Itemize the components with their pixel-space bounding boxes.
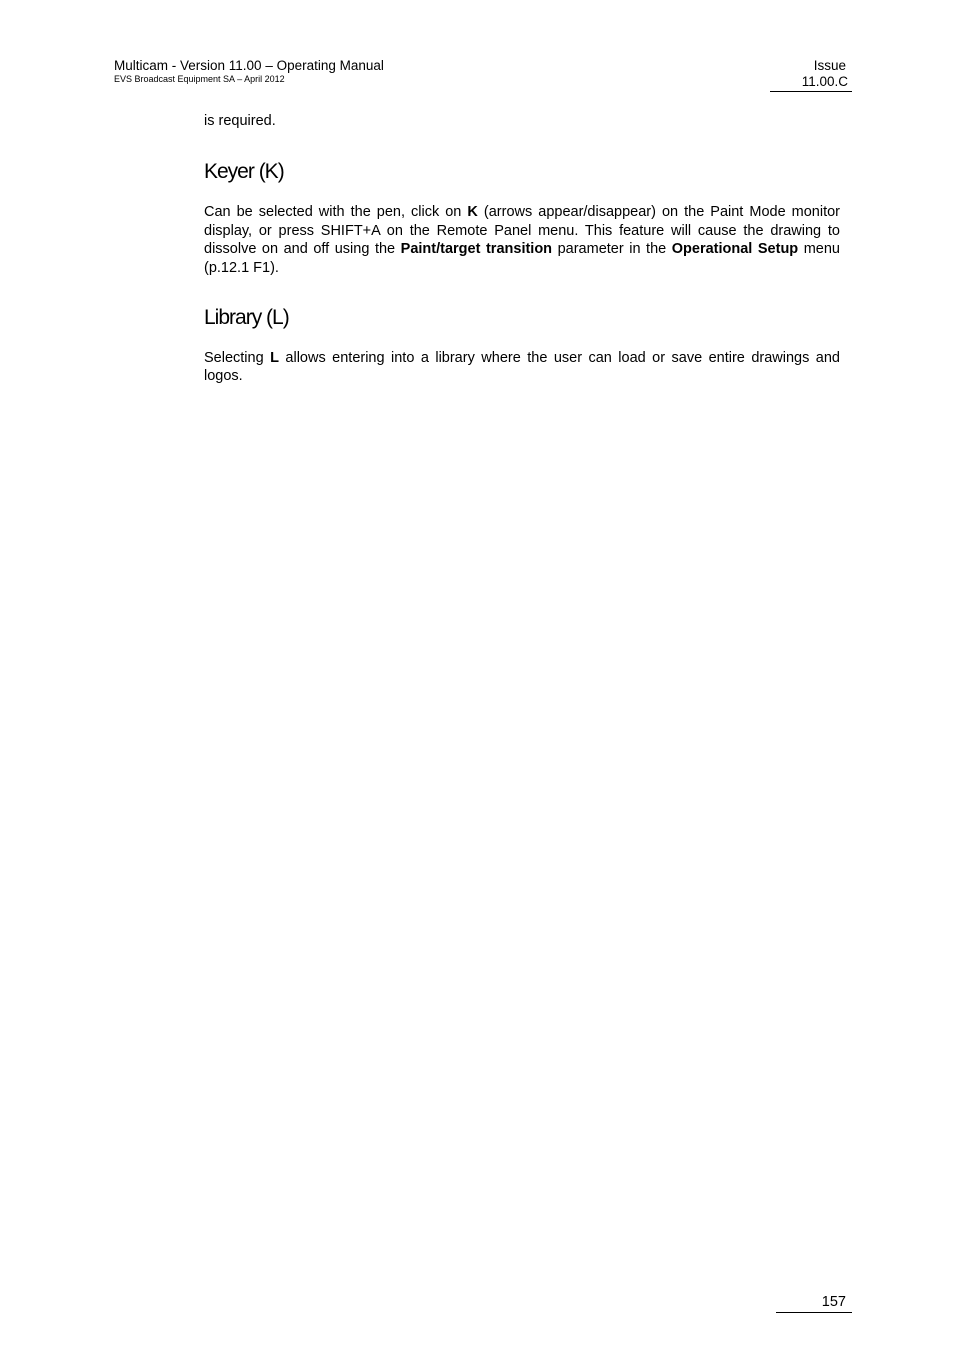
issue-block [770,58,852,92]
bold-term: Operational Setup [671,241,799,258]
publisher-line: EVS Broadcast Equipment SA – April 2012 [114,74,285,84]
running-header [114,58,384,85]
text-run: Can be selected with the pen, click on [204,204,468,221]
page-number: 157 [821,1294,846,1310]
page-footer [776,1293,852,1313]
bold-term: L [270,350,279,367]
issue-label: Issue [813,58,846,73]
section-heading-keyer: Keyer (K) [204,160,284,184]
issue-value: 11.00.C [801,74,848,89]
text-run: parameter in the [552,241,672,258]
page-content [204,112,840,386]
text-run: Selecting [204,350,271,367]
text-run: menu (p.12.1 F1). [204,241,840,276]
bold-term: Paint/target transition [400,241,553,258]
text-run: (arrows appear/disappear) on the Paint Mode monitor display, or press SHIFT+A on the Remote Panel menu. This feature will cause the drawing to dissolve on and off using the [204,204,841,258]
keyer-paragraph [204,203,840,277]
bold-term: K [467,204,478,221]
continued-text: is required. [204,113,276,129]
section-heading-library: Library (L) [204,306,289,330]
text-run: allows entering into a library where the user can load or save entire drawings and logos. [204,350,840,385]
manual-title: Multicam - Version 11.00 – Operating Manual [114,58,384,73]
library-paragraph [204,349,840,386]
